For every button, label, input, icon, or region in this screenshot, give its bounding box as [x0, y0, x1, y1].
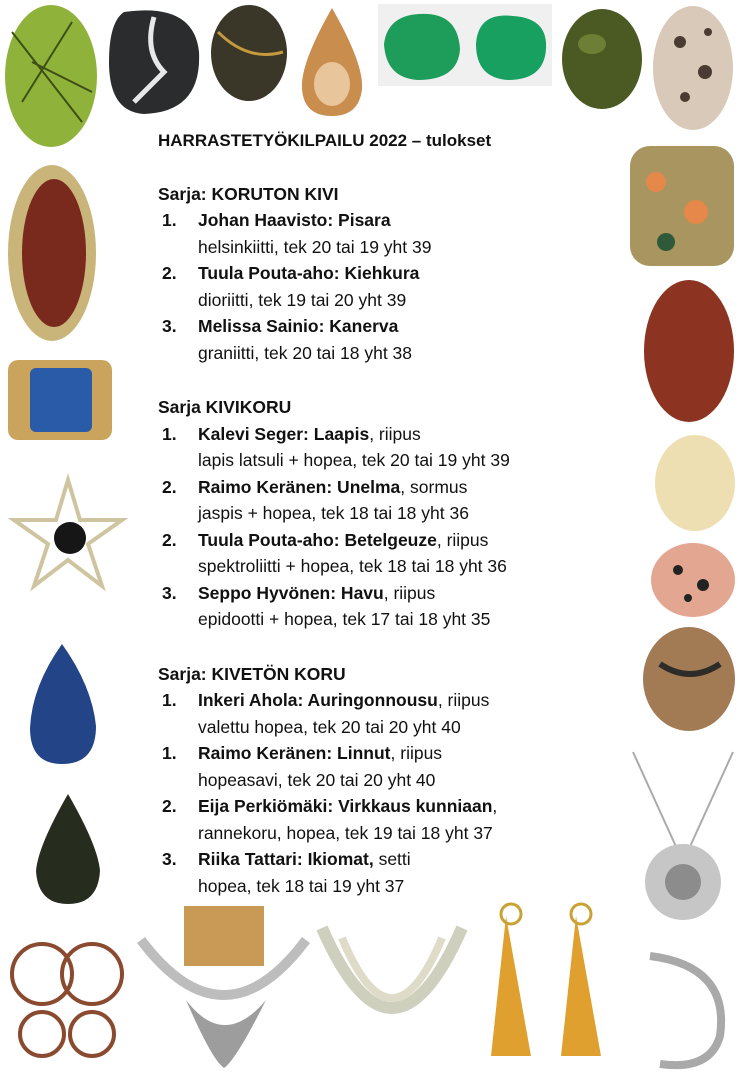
entry-details: lapis latsuli + hopea, tek 20 tai 19 yht 39: [198, 450, 510, 470]
rank: 2.: [162, 263, 177, 283]
sun-pendant-necklace-photo: [628, 742, 738, 926]
entry-name: Tuula Pouta-aho: Kiehkura: [198, 263, 420, 283]
entry-extra: setti: [373, 849, 411, 869]
entry-details: hopea, tek 18 tai 19 yht 37: [198, 875, 405, 896]
pink-granite-stone-photo: [648, 540, 738, 620]
results-list: [158, 128, 628, 899]
green-drop-pendant-photo: [28, 776, 108, 908]
copper-wire-butterfly-photo: [2, 914, 132, 1078]
entry-details: valettu hopea, tek 20 tai 20 yht 40: [198, 716, 461, 737]
entry-extra: , riipus: [390, 743, 443, 763]
entry-name: Riika Tattari: Ikiomat,: [198, 849, 374, 869]
rank: 3.: [162, 849, 177, 869]
entry-name: Johan Haavisto: Pisara: [198, 210, 391, 230]
rank: 2.: [162, 529, 177, 550]
entry-name: Raimo Keränen: Linnut: [198, 743, 391, 763]
category-heading: Sarja: KIVETÖN KORU: [158, 663, 346, 684]
entry-extra: , riipus: [436, 529, 489, 550]
woven-bracelet-photo: [630, 936, 738, 1078]
entry-details: graniitti, tek 20 tai 18 yht 38: [198, 342, 413, 363]
feather-earrings-photo: [476, 896, 626, 1078]
lapis-ring-photo: [2, 350, 118, 448]
entry-extra: , sormus: [400, 476, 468, 497]
entry-extra: ,: [492, 796, 498, 816]
entry-name: Inkeri Ahola: Auringonnousu: [198, 690, 438, 710]
page-title: HARRASTETYÖKILPAILU 2022 – tulokset: [158, 131, 492, 150]
green-stone-photo: [2, 2, 100, 150]
entry-details: dioriitti, tek 19 tai 20 yht 39: [198, 289, 407, 310]
entry-name: Seppo Hyvönen: Havu: [198, 582, 384, 603]
rank: 3.: [162, 582, 177, 603]
entry-details: spektroliitti + hopea, tek 18 tai 18 yht 36: [198, 556, 507, 576]
result-entry: [158, 793, 628, 846]
star-pendant-photo: [2, 460, 134, 614]
rank: 3.: [162, 316, 177, 336]
rank: 2.: [162, 796, 177, 816]
result-entry: [158, 474, 628, 527]
entry-details: hopeasavi, tek 20 tai 20 yht 40: [198, 769, 436, 790]
orbicular-stone-photo: [626, 142, 738, 270]
rank: 1.: [162, 690, 177, 710]
entry-name: Eija Perkiömäki: Virkkaus kunniaan: [198, 796, 493, 816]
cream-stone-photo: [652, 432, 738, 534]
result-entry: [158, 846, 628, 899]
agate-drop-photo: [294, 4, 370, 120]
black-white-stone-photo: [104, 2, 204, 120]
rank: 1.: [162, 210, 177, 230]
entry-extra: , riipus: [369, 423, 421, 444]
entry-name: Raimo Keränen: Unelma: [198, 476, 401, 497]
rank: 2.: [162, 476, 177, 497]
entry-extra: , riipus: [437, 690, 490, 710]
result-entry: [158, 687, 628, 740]
entry-name: Tuula Pouta-aho: Betelgeuze: [198, 529, 437, 550]
result-entry: [158, 740, 628, 793]
silver-necklace-photo: [136, 900, 312, 1076]
red-oval-stone-photo: [640, 276, 738, 426]
speckled-stone-photo: [650, 2, 736, 134]
chain-necklace-photo: [312, 908, 472, 1076]
malachite-stones-photo: [378, 4, 552, 86]
entry-name: Melissa Sainio: Kanerva: [198, 316, 399, 336]
tigers-eye-stone-photo: [208, 2, 290, 104]
result-entry: [158, 421, 628, 474]
result-entry: [158, 313, 628, 366]
orange-gray-stone-photo: [640, 624, 738, 734]
red-stone-ring-photo: [2, 158, 102, 348]
result-entry: [158, 207, 628, 260]
blue-pendant-photo: [22, 636, 104, 770]
category-heading: Sarja KIVIKORU: [158, 397, 292, 417]
entry-details: jaspis + hopea, tek 18 tai 18 yht 36: [198, 503, 469, 523]
category-heading: Sarja: KORUTON KIVI: [158, 183, 339, 204]
result-entry: [158, 580, 628, 633]
entry-details: epidootti + hopea, tek 17 tai 18 yht 35: [198, 609, 491, 629]
entry-details: helsinkiitti, tek 20 tai 19 yht 39: [198, 236, 432, 257]
rank: 1.: [162, 423, 177, 444]
rank: 1.: [162, 743, 177, 763]
entry-name: Kalevi Seger: Laapis: [198, 423, 370, 444]
entry-details: rannekoru, hopea, tek 19 tai 18 yht 37: [198, 822, 493, 843]
entry-extra: , riipus: [383, 582, 436, 603]
result-entry: [158, 260, 628, 313]
green-oval-stone-photo: [558, 4, 646, 114]
result-entry: [158, 527, 628, 580]
